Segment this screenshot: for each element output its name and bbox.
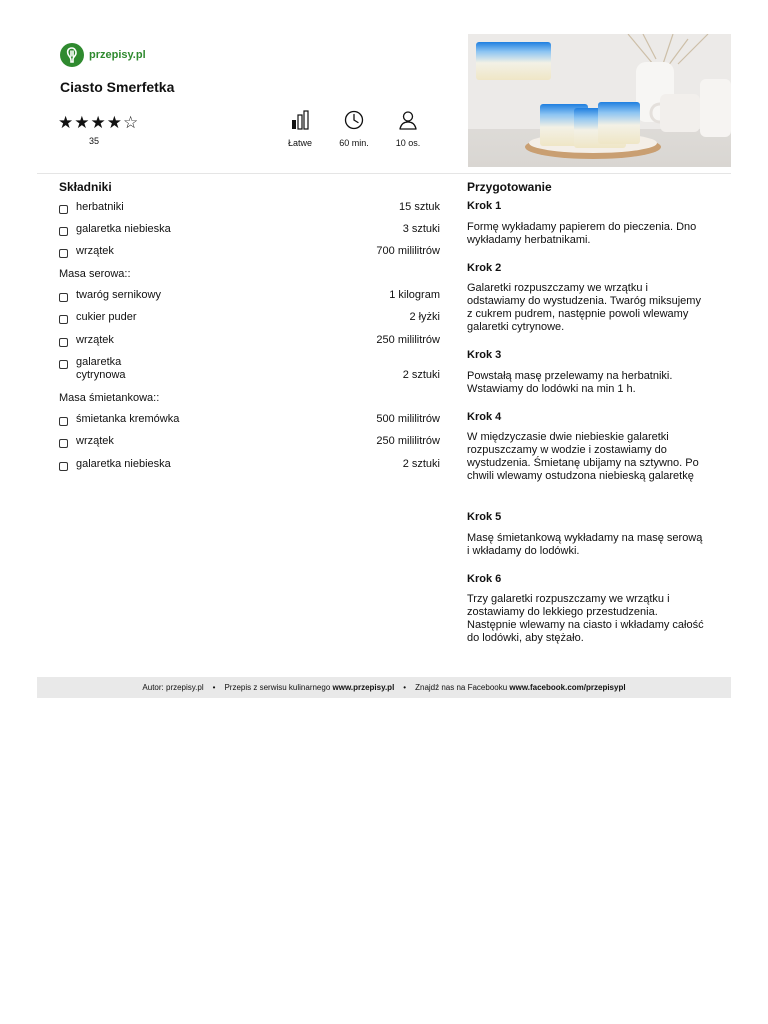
ingredient-quantity: 1 kilogram — [389, 289, 440, 301]
star-empty-icon: ☆ — [123, 113, 140, 132]
ingredient-item — [59, 201, 440, 214]
ingredient-quantity: 3 sztuki — [402, 223, 440, 235]
difficulty-label: Łatwe — [287, 138, 313, 148]
ingredient-quantity: 2 sztuki — [402, 458, 440, 470]
ingredient-quantity: 700 mililitrów — [376, 245, 440, 257]
ingredient-item — [59, 413, 440, 426]
rating-count: 35 — [89, 136, 100, 146]
ingredient-name: wrzątek — [76, 245, 114, 257]
checkbox-icon[interactable] — [59, 293, 68, 302]
star-filled-icon: ★ — [106, 113, 123, 132]
time-label: 60 min. — [339, 138, 369, 148]
ingredient-item — [59, 289, 440, 302]
step-text: W międzyczasie dwie niebieskie galaretki rozpuszczamy w wodzie i zostawiamy do wystudzenia. Śmietanę ubijamy na sztywno. Po chwili wlewamy ostudzona niebieską galaretkę — [467, 431, 699, 482]
ingredient-quantity: 2 łyżki — [409, 311, 440, 323]
ingredient-name: cukier puder — [76, 311, 137, 323]
star-filled-icon: ★ — [90, 113, 107, 132]
servings-meta — [383, 110, 433, 148]
step-title: Krok 1 — [467, 200, 502, 212]
checkbox-icon[interactable] — [59, 227, 68, 236]
ingredient-item — [59, 311, 440, 324]
checkbox-icon[interactable] — [59, 338, 68, 347]
ingredient-item — [59, 435, 440, 448]
ingredient-name: twaróg sernikowy — [76, 289, 161, 301]
footer-author: Autor: przepisy.pl — [142, 683, 204, 692]
footer-facebook-prefix: Znajdź nas na Facebooku — [415, 683, 510, 692]
ingredient-item — [59, 356, 440, 382]
ingredient-quantity: 250 mililitrów — [376, 334, 440, 346]
time-meta — [329, 110, 379, 148]
difficulty-bars-icon — [290, 110, 310, 130]
footer-service-prefix: Przepis z serwisu kulinarnego — [224, 683, 333, 692]
checkbox-icon[interactable] — [59, 205, 68, 214]
ingredient-name: galaretka niebieska — [76, 223, 171, 235]
brand-logo-icon — [60, 43, 84, 67]
clock-icon — [344, 110, 364, 130]
preparation-heading: Przygotowanie — [467, 180, 552, 194]
ingredient-group-label: Masa śmietankowa:: — [59, 392, 160, 404]
ingredient-group-label: Masa serowa:: — [59, 268, 131, 280]
difficulty-meta — [275, 110, 325, 148]
footer-service — [224, 683, 394, 692]
ingredient-item — [59, 223, 440, 236]
step-title: Krok 2 — [467, 262, 502, 274]
ingredient-item — [59, 458, 440, 471]
ingredient-quantity: 250 mililitrów — [376, 435, 440, 447]
step-text: Formę wykładamy papierem do pieczenia. Dno wykładamy herbatnikami. — [467, 221, 697, 246]
ingredient-item — [59, 334, 440, 347]
checkbox-icon[interactable] — [59, 417, 68, 426]
person-icon — [398, 110, 418, 130]
footer-facebook — [415, 683, 625, 692]
ingredient-name: herbatniki — [76, 201, 124, 213]
footer-separator: • — [403, 683, 407, 692]
servings-label: 10 os. — [395, 138, 421, 148]
ingredient-quantity: 500 mililitrów — [376, 413, 440, 425]
step-text: Trzy galaretki rozpuszczamy we wrzątku i zostawiamy do lekkiego przestudzenia. Następnie wlewamy na ciasto i wkładamy całość do lodówki, aby stężało. — [467, 593, 704, 644]
ingredients-heading: Składniki — [59, 180, 112, 194]
checkbox-icon[interactable] — [59, 462, 68, 471]
step-title: Krok 3 — [467, 349, 502, 361]
step-text: Galaretki rozpuszczamy we wrzątku i odstawiamy do wystudzenia. Twaróg miksujemy z cukrem pudrem, następnie powoli wlewamy galaretki cytrynowe. — [467, 282, 701, 333]
recipe-title: Ciasto Smerfetka — [60, 79, 175, 95]
checkbox-icon[interactable] — [59, 360, 68, 369]
step-text: Powstałą masę przelewamy na herbatniki. Wstawiamy do lodówki na min 1 h. — [467, 370, 673, 395]
brand-logo-text: przepisy.pl — [89, 49, 146, 61]
ingredient-quantity: 15 sztuk — [399, 201, 440, 213]
step-title: Krok 4 — [467, 411, 502, 423]
footer-service-link[interactable]: www.przepisy.pl — [332, 683, 395, 692]
star-filled-icon: ★ — [74, 113, 91, 132]
star-filled-icon: ★ — [58, 113, 75, 132]
checkbox-icon[interactable] — [59, 249, 68, 258]
ingredient-item — [59, 245, 440, 258]
footer-separator: • — [212, 683, 216, 692]
rating-stars — [58, 114, 139, 132]
step-title: Krok 6 — [467, 573, 502, 585]
ingredient-name: wrzątek — [76, 334, 114, 346]
step-title: Krok 5 — [467, 511, 502, 523]
section-divider — [37, 173, 731, 174]
footer-facebook-link[interactable]: www.facebook.com/przepisypl — [509, 683, 626, 692]
checkbox-icon[interactable] — [59, 315, 68, 324]
ingredient-name: wrzątek — [76, 435, 114, 447]
recipe-photo — [468, 34, 731, 167]
step-text: Masę śmietankową wykładamy na masę serową i wkładamy do lodówki. — [467, 532, 703, 557]
ingredient-name: galaretka cytrynowa — [76, 356, 126, 381]
page-footer — [37, 677, 731, 698]
checkbox-icon[interactable] — [59, 439, 68, 448]
ingredient-quantity: 2 sztuki — [402, 369, 440, 381]
ingredient-name: śmietanka kremówka — [76, 413, 180, 425]
ingredient-name: galaretka niebieska — [76, 458, 171, 470]
brand-logo — [60, 43, 146, 67]
